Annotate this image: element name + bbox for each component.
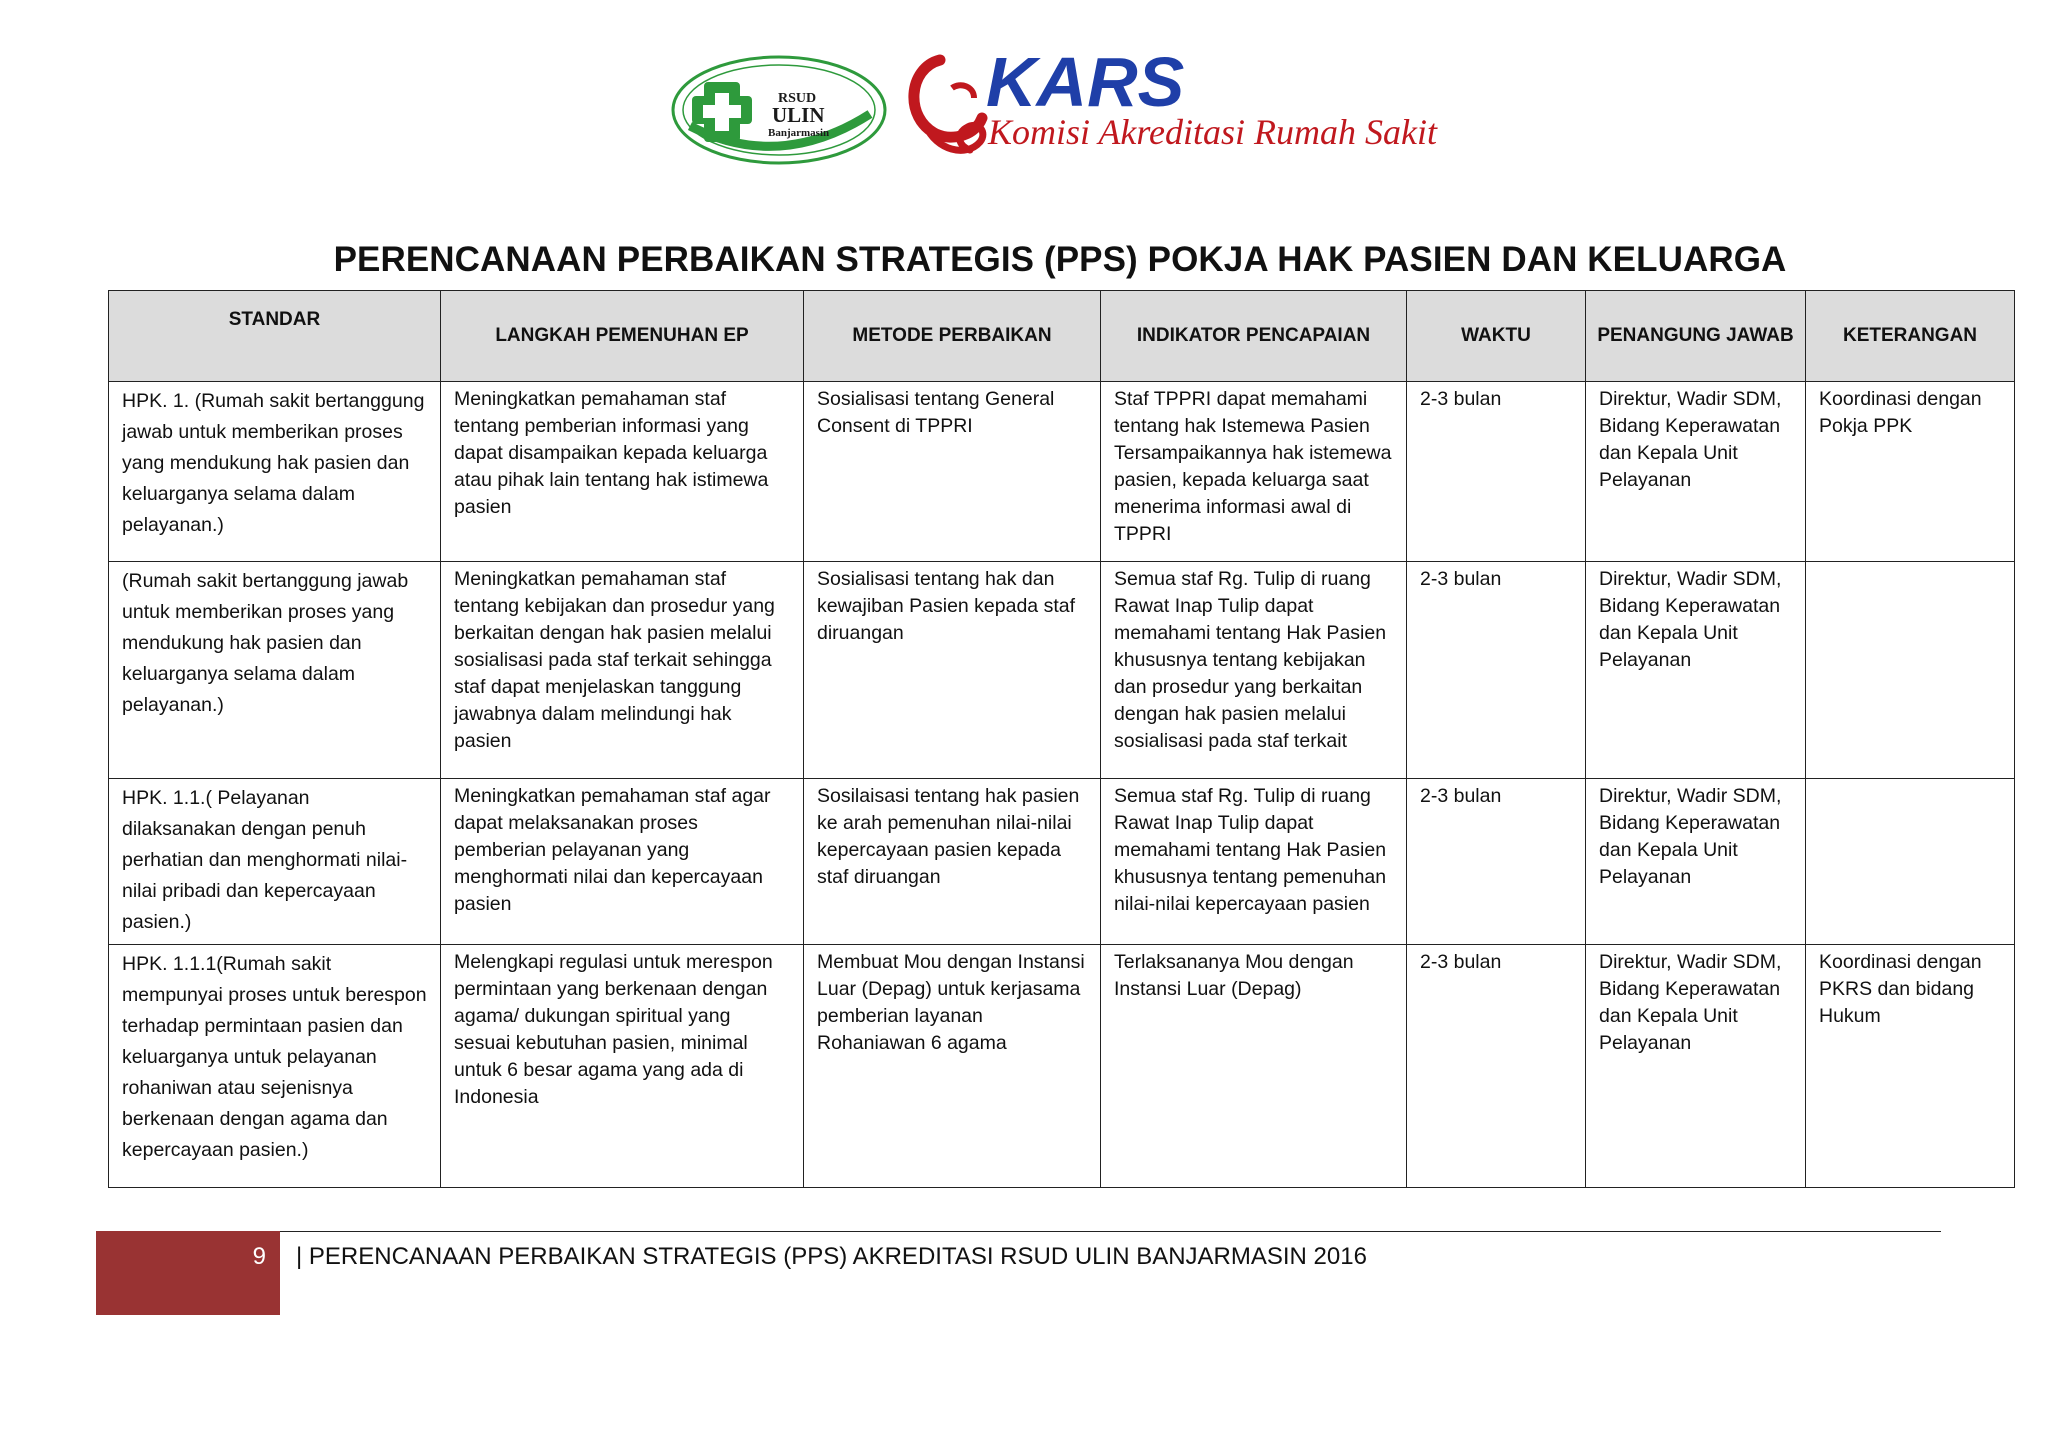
kars-logo	[896, 38, 1437, 168]
cell-waktu: 2-3 bulan	[1407, 945, 1586, 1188]
cell-penanggung-jawab: Direktur, Wadir SDM, Bidang Keperawatan dan Kepala Unit Pelayanan	[1586, 779, 1806, 945]
banjarmasin-text: Banjarmasin	[768, 127, 830, 139]
cell-penanggung-jawab: Direktur, Wadir SDM, Bidang Keperawatan dan Kepala Unit Pelayanan	[1586, 562, 1806, 779]
ulin-text: ULIN	[772, 103, 825, 127]
header-logos	[670, 38, 1437, 168]
cell-langkah: Meningkatkan pemahaman staf tentang kebijakan dan prosedur yang berkaitan dengan hak pasien melalui sosialisasi pada staf terkait sehingga staf dapat menjelaskan tanggung jawabnya dalam melindungi hak pasien	[441, 562, 804, 779]
table-row	[109, 382, 2015, 562]
cell-penanggung-jawab: Direktur, Wadir SDM, Bidang Keperawatan dan Kepala Unit Pelayanan	[1586, 382, 1806, 562]
cell-waktu: 2-3 bulan	[1407, 562, 1586, 779]
cell-keterangan	[1806, 562, 2015, 779]
cell-standar: HPK. 1. (Rumah sakit bertanggung jawab untuk memberikan proses yang mendukung hak pasien dan keluarganya selama dalam pelayanan.)	[109, 382, 441, 562]
cell-indikator: Terlaksananya Mou dengan Instansi Luar (Depag)	[1101, 945, 1407, 1188]
page-number: 9	[252, 1243, 266, 1270]
pps-table	[108, 290, 2015, 1188]
header-waktu: WAKTU	[1407, 291, 1586, 382]
header-langkah: LANGKAH PEMENUHAN EP	[441, 291, 804, 382]
kars-wordmark: KARS	[986, 43, 1185, 121]
cell-waktu: 2-3 bulan	[1407, 779, 1586, 945]
cell-indikator: Semua staf Rg. Tulip di ruang Rawat Inap Tulip dapat memahami tentang Hak Pasien khususnya tentang kebijakan dan prosedur yang berkaitan dengan hak pasien melalui sosialisasi pada staf terkait	[1101, 562, 1407, 779]
table-header-row	[109, 291, 2015, 382]
cell-keterangan: Koordinasi dengan PKRS dan bidang Hukum	[1806, 945, 2015, 1188]
cell-keterangan: Koordinasi dengan Pokja PPK	[1806, 382, 2015, 562]
cell-metode: Sosialisasi tentang General Consent di TPPRI	[804, 382, 1101, 562]
cell-metode: Membuat Mou dengan Instansi Luar (Depag) untuk kerjasama pemberian layanan Rohaniawan 6 agama	[804, 945, 1101, 1188]
rsud-text: RSUD	[778, 91, 817, 106]
footer-text: | PERENCANAAN PERBAIKAN STRATEGIS (PPS) AKREDITASI RSUD ULIN BANJARMASIN 2016	[296, 1243, 1367, 1270]
header-standar: STANDAR	[109, 291, 441, 382]
cell-metode: Sosialisasi tentang hak dan kewajiban Pasien kepada staf diruangan	[804, 562, 1101, 779]
header-indikator: INDIKATOR PENCAPAIAN	[1101, 291, 1407, 382]
table-row	[109, 945, 2015, 1188]
cell-metode: Sosilaisasi tentang hak pasien ke arah pemenuhan nilai-nilai kepercayaan pasien kepada staf diruangan	[804, 779, 1101, 945]
cell-langkah: Meningkatkan pemahaman staf tentang pemberian informasi yang dapat disampaikan kepada keluarga atau pihak lain tentang hak istimewa pasien	[441, 382, 804, 562]
table-row	[109, 562, 2015, 779]
cell-standar: HPK. 1.1.( Pelayanan dilaksanakan dengan penuh perhatian dan menghormati nilai-nilai pribadi dan kepercayaan pasien.)	[109, 779, 441, 945]
cell-waktu: 2-3 bulan	[1407, 382, 1586, 562]
header-penanggung-jawab: PENANGUNG JAWAB	[1586, 291, 1806, 382]
cell-standar: (Rumah sakit bertanggung jawab untuk memberikan proses yang mendukung hak pasien dan keluarganya selama dalam pelayanan.)	[109, 562, 441, 779]
header-metode: METODE PERBAIKAN	[804, 291, 1101, 382]
cell-langkah: Meningkatkan pemahaman staf agar dapat melaksanakan proses pemberian pelayanan yang menghormati nilai dan kepercayaan pasien	[441, 779, 804, 945]
header-keterangan: KETERANGAN	[1806, 291, 2015, 382]
rsud-ulin-logo	[670, 54, 888, 166]
cell-indikator: Semua staf Rg. Tulip di ruang Rawat Inap Tulip dapat memahami tentang Hak Pasien khususnya tentang pemenuhan nilai-nilai kepercayaan pasien	[1101, 779, 1407, 945]
cell-penanggung-jawab: Direktur, Wadir SDM, Bidang Keperawatan dan Kepala Unit Pelayanan	[1586, 945, 1806, 1188]
cell-indikator: Staf TPPRI dapat memahami tentang hak Istemewa Pasien Tersampaikannya hak istemewa pasien, kepada keluarga saat menerima informasi awal di TPPRI	[1101, 382, 1407, 562]
kars-subtitle: Komisi Akreditasi Rumah Sakit	[988, 112, 1437, 152]
cell-langkah: Melengkapi regulasi untuk merespon permintaan yang berkenaan dengan agama/ dukungan spiritual yang sesuai kebutuhan pasien, minimal untuk 6 besar agama yang ada di Indonesia	[441, 945, 804, 1188]
footer-rule	[280, 1231, 1941, 1232]
cell-standar: HPK. 1.1.1(Rumah sakit mempunyai proses untuk berespon terhadap permintaan pasien dan keluarganya untuk pelayanan rohaniwan atau sejenisnya berkenaan dengan agama dan kepercayaan pasien.)	[109, 945, 441, 1188]
cell-keterangan	[1806, 779, 2015, 945]
table-row	[109, 779, 2015, 945]
document-title: PERENCANAAN PERBAIKAN STRATEGIS (PPS) POKJA HAK PASIEN DAN KELUARGA	[333, 240, 1787, 279]
